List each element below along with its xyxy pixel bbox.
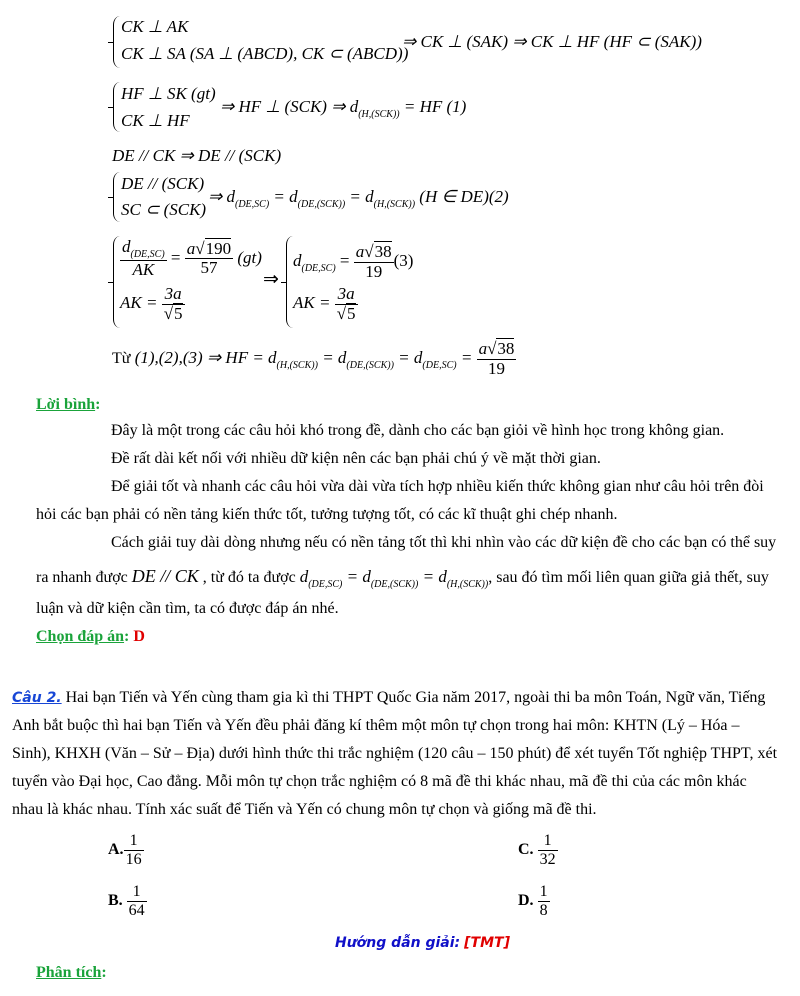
question-line (12, 689, 765, 707)
subscript: (DE,(SCK)) (346, 360, 394, 372)
paragraph: hỏi các bạn phải có nền tảng kiến thức tốt, tưởng tượng tốt, có các kĩ thuật ghi chép nhanh. (36, 506, 618, 523)
math-text: d (122, 237, 131, 256)
equation-line (293, 243, 413, 281)
sqrt-icon: √ (195, 238, 205, 258)
guide-heading (335, 934, 510, 952)
numerator (120, 238, 167, 261)
numerator (354, 243, 394, 263)
answer-line (36, 628, 145, 646)
option-a[interactable] (108, 832, 144, 868)
denominator: 8 (539, 901, 548, 919)
radicand: 38 (374, 242, 392, 261)
radicand: 190 (205, 238, 232, 258)
subscript: (H,(SCK)) (276, 360, 318, 372)
math-text: ⇒ HF ⊥ (SCK) ⇒ d (220, 97, 359, 116)
subscript: (DE,(SCK)) (297, 199, 346, 210)
fraction (120, 238, 167, 280)
subscript: (DE,SC) (235, 199, 270, 210)
denominator: 64 (128, 901, 145, 919)
equals-sign: = (339, 251, 350, 271)
fraction (335, 285, 358, 323)
denominator: 57 (200, 258, 218, 278)
heading-colon: : (101, 964, 107, 981)
equation-result (220, 97, 466, 120)
equation-line: SC ⊂ (SCK) (121, 200, 207, 219)
option-letter: B. (108, 892, 123, 910)
option-letter: A. (108, 841, 124, 859)
sqrt-icon: √ (487, 339, 497, 358)
subscript: (DE,SC) (301, 263, 336, 275)
equals-sign: = (170, 247, 181, 267)
sqrt-icon: √ (336, 303, 347, 323)
brace (113, 16, 120, 68)
subscript: (H,(SCK)) (373, 199, 416, 210)
sqrt-icon: √ (163, 303, 174, 323)
fraction (354, 243, 394, 281)
option-c[interactable] (518, 832, 558, 868)
numerator: 1 (539, 883, 548, 900)
paragraph: Để giải tốt và nhanh các câu hỏi vừa dài vừa tích hợp nhiều kiến thức không gian như câu hỏi trên đòi (111, 478, 764, 495)
fraction (124, 832, 144, 868)
text: , từ đó ta được (198, 569, 300, 586)
math-text: = d (393, 348, 423, 368)
math-inline: $d_{(DE,SC)} = d_{(DE,(SCK))} = d_{(H,(SCK))}$ (299, 567, 489, 590)
heading-text: Phân tích (36, 964, 102, 981)
equation-line (120, 238, 262, 280)
conclusion-line (112, 340, 516, 378)
analysis-heading (36, 964, 107, 982)
denominator: 32 (539, 850, 556, 868)
math-text: (H ∈ DE)(2) (415, 187, 509, 206)
math-text: = HF (1) (399, 97, 467, 116)
paragraph: Cách giải tuy dài dòng nhưng nếu có nền tảng tốt thì khi nhìn vào các dữ kiện đề cho các bạn có thể suy (111, 534, 777, 551)
math-text: ⇒ d (208, 187, 235, 206)
equation-line: CK ⊥ SA (SA ⊥ (ABCD), CK ⊂ (ABCD)) (121, 44, 409, 63)
question-text: Hai bạn Tiến và Yến cùng tham gia kì thi THPT Quốc Gia năm 2017, ngoài thi ba môn Toán, Ngữ văn, Tiếng (65, 689, 766, 706)
radicand: 5 (174, 303, 183, 323)
subscript: (H,(SCK)) (358, 109, 400, 120)
denominator: AK (132, 260, 155, 279)
fraction (127, 883, 147, 919)
math-text: a (478, 339, 488, 358)
numerator: 1 (538, 832, 558, 851)
math-text: = d (317, 348, 347, 368)
fraction (538, 832, 558, 868)
math-text: d (293, 251, 302, 271)
question-line: tuyển vào Đại học, Cao đẳng. Mỗi môn tự chọn trắc nghiệm có 8 mã đề thi khác nhau, mã đề thi của các môn khác (12, 773, 747, 790)
heading-text: Lời bình (36, 396, 96, 413)
option-letter: C. (518, 841, 534, 859)
note: (gt) (237, 247, 262, 267)
numerator: 1 (124, 832, 144, 851)
denominator (162, 305, 185, 324)
paragraph: Đề rất dài kết nối với nhiều dữ kiện nên các bạn phải chú ý về mặt thời gian. (111, 450, 601, 467)
text: , sau đó tìm mối liên quan giữa giả thết, suy (488, 569, 769, 586)
tag: (3) (393, 251, 414, 271)
implies-arrow: ⇒ (263, 269, 279, 290)
equation-line: DE // (SCK) (121, 174, 205, 193)
fraction (538, 883, 550, 919)
paragraph: luận và dữ kiện cần tìm, ta có được đáp án nhé. (36, 600, 339, 617)
guide-label: Hướng dẫn giải: (335, 935, 461, 951)
math-text: (1),(2),(3) ⇒ HF = d (134, 348, 277, 368)
paragraph: Đây là một trong các câu hỏi khó trong đề, dành cho các bạn giỏi về hình học trong không gian. (111, 422, 725, 439)
text: ra nhanh được (36, 569, 132, 586)
equation-line (293, 285, 358, 323)
brace (113, 82, 120, 132)
answer-colon: : (124, 628, 130, 645)
denominator: 16 (125, 850, 142, 868)
math-text: = d (269, 187, 298, 206)
conclusion-prefix: Từ (112, 350, 131, 368)
numerator: 3a (162, 285, 185, 305)
radicand: 5 (347, 303, 356, 323)
math-text: = d (345, 187, 374, 206)
math-text: AK = (120, 293, 158, 313)
math-text: AK = (293, 293, 331, 313)
guide-tag: [TMT] (464, 935, 510, 951)
denominator: 19 (365, 261, 383, 281)
numerator (185, 240, 233, 260)
math-text: a (186, 238, 196, 258)
denominator (335, 305, 358, 324)
math-text: a (355, 242, 365, 261)
subscript: (DE,SC) (422, 360, 457, 372)
answer-value: D (133, 628, 145, 645)
numerator: 1 (127, 883, 147, 902)
denominator: 19 (487, 358, 505, 378)
answer-label: Chọn đáp án (36, 628, 125, 645)
equation-line: CK ⊥ AK (121, 17, 189, 36)
brace (286, 236, 293, 328)
math-inline: DE // CK (131, 566, 199, 586)
equation-line (120, 285, 185, 323)
fraction (162, 285, 185, 323)
equation-line: CK ⊥ HF (121, 111, 190, 130)
fraction (185, 240, 233, 278)
sqrt-icon: √ (364, 242, 374, 261)
radicand: 38 (497, 339, 515, 358)
fraction (477, 340, 517, 378)
question-line: Sinh), KHXH (Văn – Sử – Địa) dưới hình thức thi trắc nghiệm (120 câu – 150 phút) để xét tuyển Tốt nghiệp THPT, xét (12, 745, 778, 762)
brace (113, 172, 120, 222)
question-line: nhau là khác nhau. Tính xác suất để Tiến và Yến có chung môn tự chọn và giống mã đề thi. (12, 801, 597, 818)
numerator: 3a (335, 285, 358, 305)
subscript: (DE,SC) (130, 249, 165, 260)
numerator (477, 340, 517, 360)
option-b[interactable] (108, 883, 147, 919)
equation-line: DE // CK ⇒ DE // (SCK) (112, 146, 282, 165)
question-line: Anh bắt buộc thì hai bạn Tiến và Yến đều phải đăng kí thêm một môn tự chọn trong hai môn: KHTN (Lý – Hóa – (12, 717, 740, 734)
heading-colon: : (95, 396, 101, 413)
equation-line: HF ⊥ SK (gt) (121, 84, 216, 103)
equation-result (208, 187, 509, 210)
question-label: Câu 2. (12, 690, 62, 706)
loi-binh-heading (36, 396, 100, 414)
equation-result: ⇒ CK ⊥ (SAK) ⇒ CK ⊥ HF (HF ⊂ (SAK)) (402, 32, 702, 51)
brace (113, 236, 120, 328)
math-text: = (456, 348, 473, 368)
paragraph (36, 566, 769, 590)
option-letter: D. (518, 892, 534, 910)
option-d[interactable] (518, 883, 550, 919)
